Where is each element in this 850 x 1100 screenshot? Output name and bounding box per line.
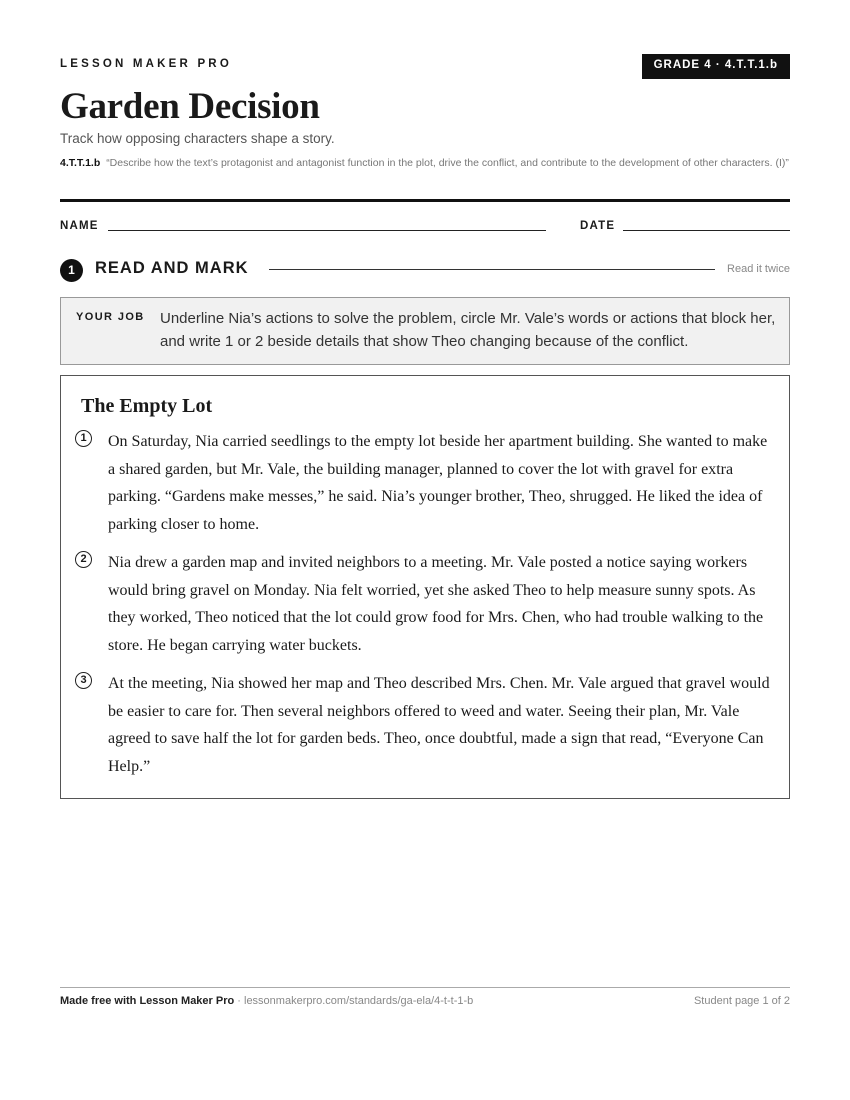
name-field[interactable] [108,230,546,231]
paragraph-text: On Saturday, Nia carried seedlings to the empty lot beside her apartment building. She wanted to make a shared garden, but Mr. Vale, the building manager, planned to cover the lot with gravel for extra parking. “Gardens make messes,” he said. Nia’s younger brother, Theo, shrugged. He liked the idea of parking closer to home. [108,433,768,533]
brand-name: LESSON MAKER PRO [60,58,232,70]
footer-credit [60,995,473,1007]
paragraph-number-badge: 3 [75,672,92,689]
your-job-box [60,297,790,365]
date-field[interactable] [623,230,790,231]
standard-description [60,155,790,172]
standard-text: “Describe how the text’s protagonist and antagonist function in the plot, drive the conflict, and contribute to the development of other characters. (I)” [106,157,789,169]
passage-paragraph [75,549,775,659]
page-title: Garden Decision [60,86,320,127]
paragraph-number-badge: 2 [75,551,92,568]
footer-made-with: Made free with Lesson Maker Pro [60,995,235,1007]
paragraph-text: Nia drew a garden map and invited neighbors to a meeting. Mr. Vale posted a notice saying workers would bring gravel on Monday. Nia felt worried, yet she asked Theo to help measure sunny spots. As they worked, Theo noticed that the lot could grow food for Mrs. Chen, who had trouble walking to the store. He began carrying water buckets. [108,554,764,654]
grade-badge: GRADE 4 · 4.T.T.1.b [642,54,790,79]
footer-divider [60,987,790,988]
section-title: READ AND MARK [95,259,249,277]
passage-title: The Empty Lot [81,395,213,417]
section-divider [269,269,715,270]
header-divider [60,199,790,202]
paragraph-text: At the meeting, Nia showed her map and Theo described Mrs. Chen. Mr. Vale argued that gravel would be easier to care for. Then several neighbors offered to weed and water. Seeing their plan, Mr. Vale agreed to save half the lot for garden beds. Theo, once doubtful, made a sign that read, “Everyone Can Help.” [108,675,770,775]
passage-paragraph [75,670,775,780]
passage-paragraph [75,428,775,538]
page-subtitle: Track how opposing characters shape a story. [60,131,335,146]
section-number-badge: 1 [60,259,83,282]
paragraph-number-badge: 1 [75,430,92,447]
date-label: DATE [580,220,616,232]
passage-box [60,375,790,799]
worksheet-page [60,0,790,1100]
standard-code: 4.T.T.1.b [60,157,101,169]
section-note: Read it twice [727,263,790,275]
name-label: NAME [60,220,99,232]
your-job-text: Underline Nia’s actions to solve the problem, circle Mr. Vale’s words or actions that block her, and write 1 or 2 beside details that show Theo changing because of the conflict. [160,310,776,350]
footer-url[interactable]: · lessonmakerpro.com/standards/ga-ela/4-t-t-1-b [234,995,474,1007]
footer-page-label: Student page 1 of 2 [693,995,790,1007]
your-job-label: YOUR JOB [76,311,145,323]
